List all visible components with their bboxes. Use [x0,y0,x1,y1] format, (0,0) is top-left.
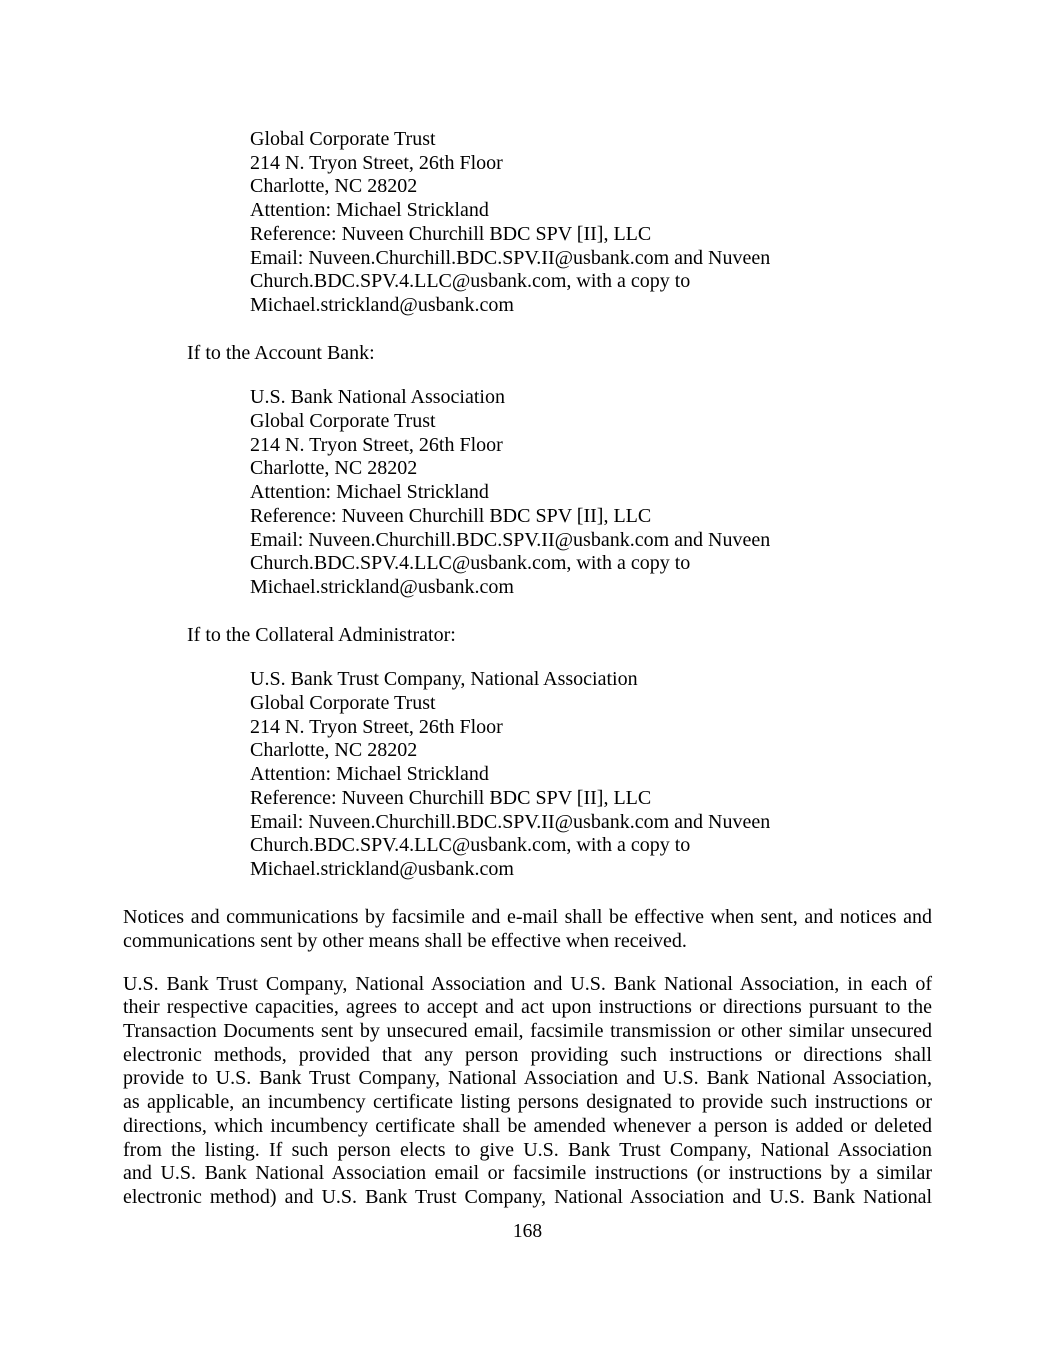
paragraph-line: as applicable, an incumbency certificate listing persons designated to provide such instructions or [123,1091,932,1114]
address-line: U.S. Bank National Association [250,386,505,409]
address-line: 214 N. Tryon Street, 26th Floor [250,433,503,456]
address-line: Reference: Nuveen Churchill BDC SPV [II], LLC [250,222,652,245]
page-number: 168 [512,1221,543,1242]
section-label-account-bank: If to the Account Bank: [187,342,375,365]
address-line: Charlotte, NC 28202 [250,739,418,762]
paragraph-line: electronic methods, provided that any person providing such instructions or directions shall [123,1043,932,1066]
address-line: Email: Nuveen.Churchill.BDC.SPV.II@usbank.com and Nuveen [250,528,771,551]
paragraph-line: Transaction Documents sent by unsecured email, facsimile transmission or other similar unsecured [123,1020,932,1042]
section-label-collateral-administrator: If to the Collateral Administrator: [187,624,456,647]
address-line: Global Corporate Trust [250,128,436,150]
address-line: Email: Nuveen.Churchill.BDC.SPV.II@usbank.com and Nuveen [250,246,771,269]
paragraph-line: U.S. Bank Trust Company, National Association and U.S. Bank National Association, in each of [123,972,932,995]
address-line: Michael.strickland@usbank.com [250,293,514,316]
address-line: Church.BDC.SPV.4.LLC@usbank.com, with a copy to [250,552,691,575]
paragraph-line: directions, which incumbency certificate shall be amended whenever a person is added or deleted [123,1114,932,1137]
paragraph-electronic-instructions [123,973,932,1210]
paragraph-notice-effectiveness [123,906,932,953]
paragraph-line: their respective capacities, agrees to accept and act upon instructions or directions pursuant to the [123,996,932,1019]
address-line: Attention: Michael Strickland [250,763,489,786]
paragraph-line: provide to U.S. Bank Trust Company, National Association and U.S. Bank National Association, [123,1067,932,1090]
paragraph-line: communications sent by other means shall be effective when received. [123,929,687,952]
address-line: 214 N. Tryon Street, 26th Floor [250,715,503,738]
page-content [123,128,932,1229]
address-line: U.S. Bank Trust Company, National Association [250,668,638,691]
notice-address-block-spv [250,128,932,318]
paragraph-line: from the listing. If such person elects to give U.S. Bank Trust Company, National Association [123,1138,932,1161]
address-line: Michael.strickland@usbank.com [250,857,514,880]
address-line: Attention: Michael Strickland [250,481,489,504]
address-line: Reference: Nuveen Churchill BDC SPV [II], LLC [250,786,652,809]
address-line: 214 N. Tryon Street, 26th Floor [250,151,503,174]
paragraph-line: electronic method) and U.S. Bank Trust Company, National Association and U.S. Bank National [123,1185,932,1208]
address-line: Email: Nuveen.Churchill.BDC.SPV.II@usbank.com and Nuveen [250,810,771,833]
address-line: Church.BDC.SPV.4.LLC@usbank.com, with a copy to [250,834,691,857]
address-line: Charlotte, NC 28202 [250,457,418,480]
address-line: Global Corporate Trust [250,692,436,715]
address-line: Global Corporate Trust [250,410,436,433]
paragraph-line: and U.S. Bank National Association email or facsimile instructions (or instructions by a similar [123,1162,932,1185]
notice-address-block-collateral-administrator [250,668,932,881]
address-line: Attention: Michael Strickland [250,199,489,222]
address-line: Church.BDC.SPV.4.LLC@usbank.com, with a copy to [250,270,691,293]
address-line: Reference: Nuveen Churchill BDC SPV [II], LLC [250,504,652,527]
address-line: Charlotte, NC 28202 [250,175,418,198]
address-line: Michael.strickland@usbank.com [250,575,514,598]
notice-address-block-account-bank [250,386,932,599]
paragraph-line: Notices and communications by facsimile and e-mail shall be effective when sent, and notices and [123,906,932,929]
